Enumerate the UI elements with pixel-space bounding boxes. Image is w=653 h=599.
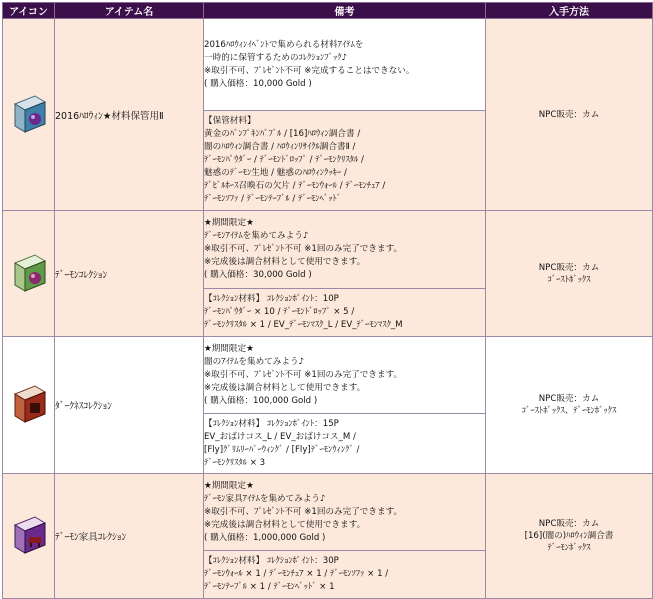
source-cell: NPC販売：カム	[486, 19, 653, 211]
item-name: ﾀﾞｰｸﾈｽｺﾚｸｼｮﾝ	[55, 337, 204, 474]
header-row	[3, 3, 653, 19]
note-description: ★期間限定★ ﾃﾞｰﾓﾝ家具ｱｲﾃﾑを集めてみよう♪ ※取引不可、ﾌﾟﾚｾﾞﾝﾄ不可 ※1回のみ完了できます。 ※完成後は調合材料として使用できます。 ( 購入価格：1,000,000 Gold )	[204, 474, 486, 551]
icon-cell	[3, 19, 55, 211]
table-row	[3, 337, 653, 414]
source-cell: NPC販売：カム ｺﾞｰｽﾄﾎﾞｯｸｽ	[486, 211, 653, 337]
book-icon-red	[9, 384, 49, 426]
header-note: 備考	[204, 3, 486, 19]
table-row	[3, 19, 653, 111]
item-name: ﾃﾞｰﾓﾝ家具ｺﾚｸｼｮﾝ	[55, 474, 204, 599]
note-materials: 【保管材料】 黄金のﾊﾟﾝﾌﾟｷﾝﾊﾟﾌﾞﾙ / [16]ﾊﾛｳｨﾝ調合書 / 闇のﾊﾛｳｨﾝ調合書 / ﾊﾛｳｨﾝﾘｻｲｸﾙ調合書Ⅱ / ﾃﾞｰﾓﾝﾊﾟｳﾀﾞｰ / ﾃﾞｰﾓﾝﾄﾞﾛｯﾌﾟ / ﾃﾞｰﾓﾝｸﾘｽﾀﾙ / 魅惑のﾃﾞｰﾓﾝ生地 / 魅惑のﾊﾛｳｨﾝｸｯｷｰ / ﾃﾞﾋﾞﾙﾎｰｽ召喚石の欠片 / ﾃﾞｰﾓﾝｳｫｰﾙ / ﾃﾞｰﾓﾝﾁｪｱ / ﾃﾞｰﾓﾝｿﾌｧ / ﾃﾞｰﾓﾝﾃｰﾌﾞﾙ / ﾃﾞｰﾓﾝﾍﾞｯﾄﾞ	[204, 111, 486, 211]
note-description: ★期間限定★ 闇のｱｲﾃﾑを集めてみよう♪ ※取引不可、ﾌﾟﾚｾﾞﾝﾄ不可 ※1回のみ完了できます。 ※完成後は調合材料として使用できます。 ( 購入価格：100,000 Gold )	[204, 337, 486, 414]
item-name: ﾃﾞｰﾓﾝｺﾚｸｼｮﾝ	[55, 211, 204, 337]
note-materials: 【ｺﾚｸｼｮﾝ材料】 ｺﾚｸｼｮﾝﾎﾟｲﾝﾄ：15P EV_おばけコス_L / EV_おばけコス_M / [Fly]ｸﾞﾘﾑﾘｰﾊﾟｰｳｨﾝｸﾞ / [Fly]ﾃﾞｰﾓﾝｳｨﾝｸﾞ / ﾃﾞｰﾓﾝｸﾘｽﾀﾙ × 3	[204, 414, 486, 474]
icon-cell	[3, 211, 55, 337]
header-name: アイテム名	[55, 3, 204, 19]
source-cell: NPC販売：カム [16](闇の)ﾊﾛｳｨﾝ調合書 ﾃﾞｰﾓﾝﾎﾞｯｸｽ	[486, 474, 653, 599]
note-materials: 【ｺﾚｸｼｮﾝ材料】 ｺﾚｸｼｮﾝﾎﾟｲﾝﾄ：10P ﾃﾞｰﾓﾝﾊﾟｳﾀﾞｰ × 10 / ﾃﾞｰﾓﾝﾄﾞﾛｯﾌﾟ × 5 / ﾃﾞｰﾓﾝｸﾘｽﾀﾙ × 1 / EV_ﾃﾞｰﾓﾝﾏｽｸ_L / EV_ﾃﾞｰﾓﾝﾏｽｸ_M	[204, 289, 486, 337]
note-description: ★期間限定★ ﾃﾞｰﾓﾝｱｲﾃﾑを集めてみよう♪ ※取引不可、ﾌﾟﾚｾﾞﾝﾄ不可 ※1回のみ完了できます。 ※完成後は調合材料として使用できます。 ( 購入価格：30,000 Gold )	[204, 211, 486, 289]
table-row	[3, 474, 653, 551]
note-materials: 【ｺﾚｸｼｮﾝ材料】 ｺﾚｸｼｮﾝﾎﾟｲﾝﾄ：30P ﾃﾞｰﾓﾝｳｫｰﾙ × 1 / ﾃﾞｰﾓﾝﾁｪｱ × 1 / ﾃﾞｰﾓﾝｿﾌｧ × 1 / ﾃﾞｰﾓﾝﾃｰﾌﾞﾙ × 1 / ﾃﾞｰﾓﾝﾍﾞｯﾄﾞ × 1	[204, 551, 486, 599]
source-cell: NPC販売：カム ｺﾞｰｽﾄﾎﾞｯｸｽ、ﾃﾞｰﾓﾝﾎﾞｯｸｽ	[486, 337, 653, 474]
book-icon-green	[9, 253, 49, 295]
note-description: 2016ﾊﾛｳｨﾝｲﾍﾞﾝﾄで集められる材料ｱｲﾃﾑを 一時的に保管するためのｺﾚｸｼｮﾝﾌﾞｯｸ♪ ※取引不可、ﾌﾟﾚｾﾞﾝﾄ不可 ※完成することはできない。 ( 購入価格：10,000 Gold )	[204, 19, 486, 111]
book-icon-blue	[9, 94, 49, 136]
header-icon: アイコン	[3, 3, 55, 19]
table-row	[3, 211, 653, 289]
book-icon-purple	[9, 515, 49, 557]
item-name: 2016ﾊﾛｳｨﾝ★材料保管用Ⅱ	[55, 19, 204, 211]
header-source: 入手方法	[486, 3, 653, 19]
icon-cell	[3, 474, 55, 599]
icon-cell	[3, 337, 55, 474]
item-table	[2, 2, 653, 599]
